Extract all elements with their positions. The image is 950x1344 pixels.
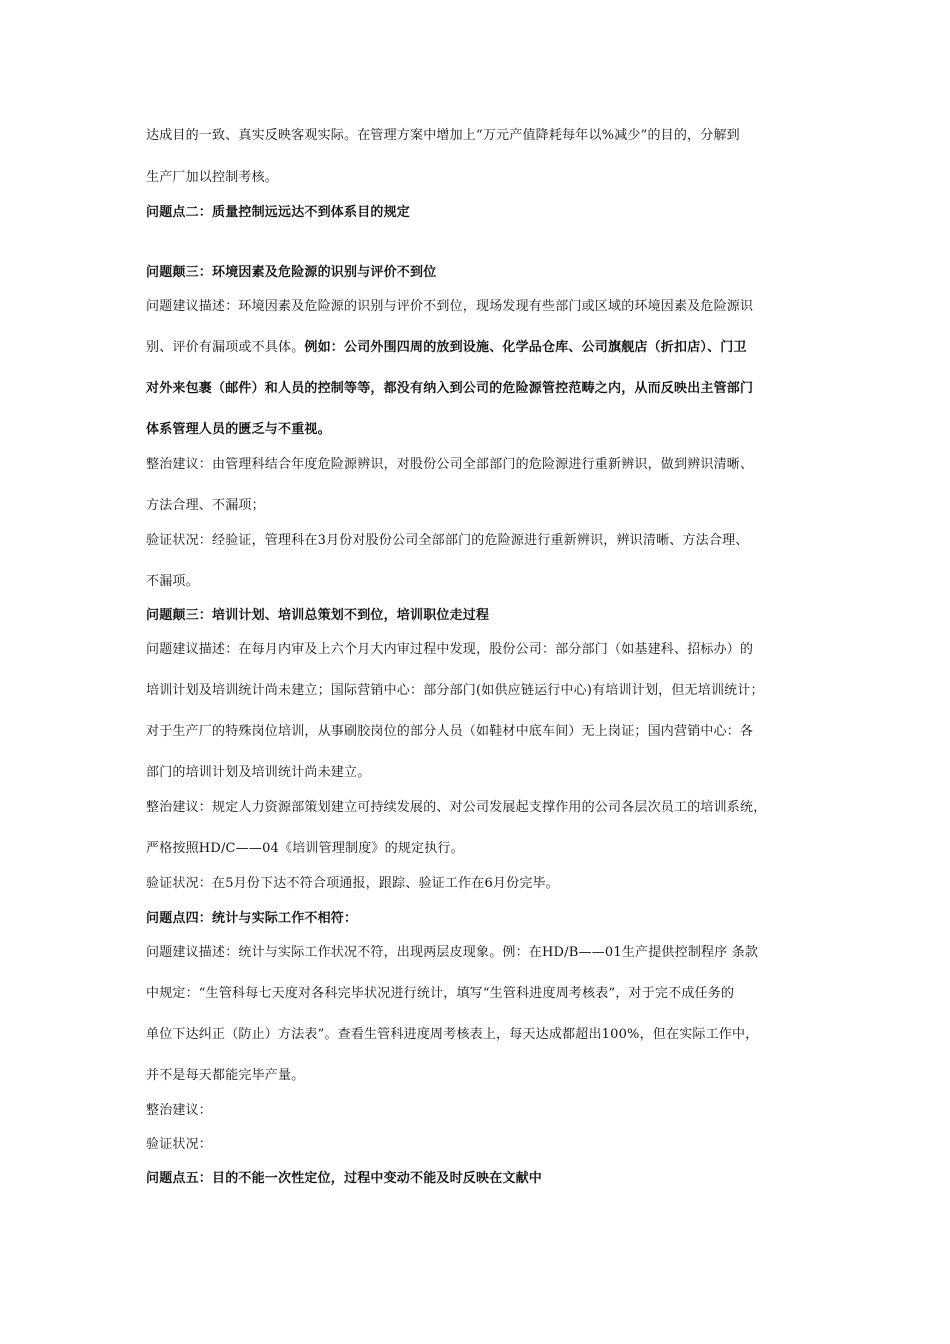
- body-text-line: 不漏项。: [146, 574, 199, 589]
- emphasis-text-line: 体系管理人员的匮乏与不重视。: [146, 422, 331, 437]
- section-heading: 问题点二：质量控制远远达不到体系目的规定: [146, 205, 411, 220]
- body-text-line: 单位下达纠正（防止）方法表”。查看生管科进度周考核表上，每天达成都超出100%，但在实际工作中，: [146, 1027, 759, 1042]
- body-text-line: 生产厂加以控制考核。: [146, 170, 279, 185]
- body-text-line: 问题建议描述：环境因素及危险源的识别与评价不到位，现场发现有些部门或区域的环境因素及危险源识: [146, 299, 754, 314]
- body-text-line: 整治建议：: [146, 1103, 213, 1118]
- body-text-line: 部门的培训计划及培训统计尚未建立。: [146, 765, 371, 780]
- body-text-line: 问题建议描述：在每月内审及上六个月大内审过程中发现，股份公司：部分部门（如基建科、招标办）的: [146, 642, 754, 657]
- body-text-line: 验证状况：在5月份下达不符合项通报，跟踪、验证工作在6月份完毕。: [146, 876, 559, 891]
- body-text-line: 验证状况：: [146, 1137, 213, 1152]
- emphasis-text-line: 对外来包裹（邮件）和人员的控制等等，都没有纳入到公司的危险源管控范畴之内，从而反映出主管部门: [146, 381, 754, 396]
- section-heading: 问题颠三：培训计划、培训总策划不到位，培训职位走过程: [146, 608, 490, 623]
- body-text-line: 验证状况：经验证，管理科在3月份对股份公司全部部门的危险源进行重新辨识，辨识清晰、方法合理、: [146, 533, 749, 548]
- section-heading: 问题点五：目的不能一次性定位，过程中变动不能及时反映在文献中: [146, 1171, 543, 1186]
- body-text-line: 整治建议：由管理科结合年度危险源辨识，对股份公司全部部门的危险源进行重新辨识，做到辨识清晰、: [146, 457, 754, 472]
- body-text-line: 问题建议描述：统计与实际工作状况不符，出现两层皮现象。例：在HD/B——01生产提供控制程序 条款: [146, 945, 759, 960]
- body-text-line: [146, 339, 826, 357]
- body-text-span: 别、评价有漏项或不具体。: [146, 340, 305, 355]
- body-text-line: 达成目的一致、真实反映客观实际。在管理方案中增加上“万元产值降耗每年以%减少”的目的，分解到: [146, 128, 740, 143]
- emphasis-text: 例如：公司外围四周的放到设施、化学品仓库、公司旗舰店（折扣店）、门卫: [304, 340, 747, 355]
- body-text-line: 严格按照HD/C——04《培训管理制度》的规定执行。: [146, 841, 464, 856]
- body-text-line: 并不是每天都能完毕产量。: [146, 1068, 305, 1083]
- body-text-line: 对于生产厂的特殊岗位培训，从事刷胶岗位的部分人员（如鞋材中底车间）无上岗证；国内营销中心：各: [146, 724, 754, 739]
- body-text-line: 方法合理、不漏项；: [146, 498, 265, 513]
- body-text-line: 培训计划及培训统计尚未建立；国际营销中心：部分部门(如供应链运行中心)有培训计划，但无培训统计；: [146, 683, 764, 698]
- section-heading: 问题颠三：环境因素及危险源的识别与评价不到位: [146, 265, 437, 280]
- section-heading: 问题点四：统计与实际工作不相符：: [146, 911, 358, 926]
- body-text-line: 整治建议：规定人力资源部策划建立可持续发展的、对公司发展起支撑作用的公司各层次员工的培训系统，: [146, 800, 767, 815]
- body-text-line: 中规定：“生管科每七天度对各科完毕状况进行统计，填写“生管科进度周考核表”，对于完不成任务的: [146, 986, 735, 1001]
